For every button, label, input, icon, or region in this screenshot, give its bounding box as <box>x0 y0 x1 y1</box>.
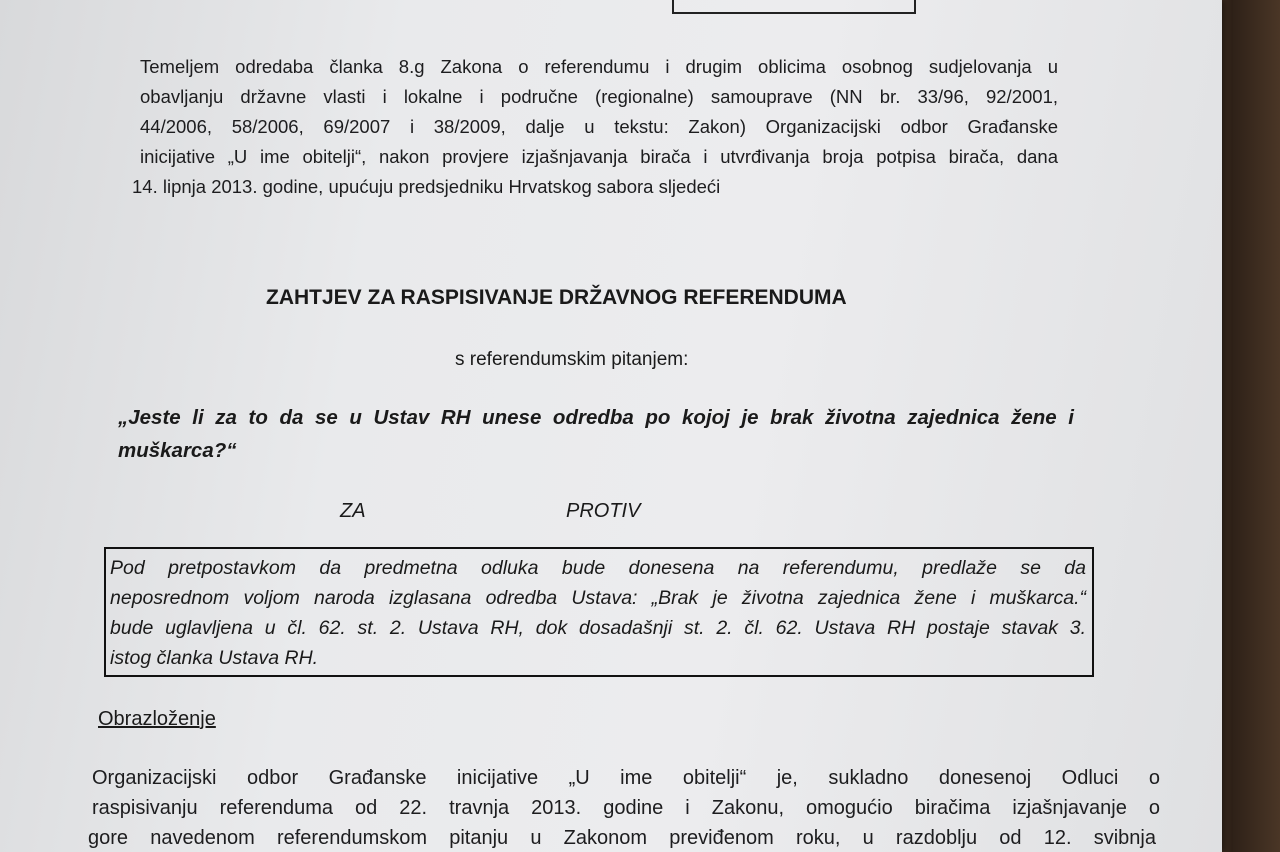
proposal-line: istog članka Ustava RH. <box>110 647 319 669</box>
document-heading: ZAHTJEV ZA RASPISIVANJE DRŽAVNOG REFERENDUMA <box>266 286 847 309</box>
intro-line: 14. lipnja 2013. godine, upućuju predsjedniku Hrvatskog sabora sljedeći <box>132 176 721 197</box>
referendum-question: „Jeste li za to da se u Ustav RH unese odredba po kojoj je brak životna zajednica žene i <box>118 406 1074 429</box>
explanation-line: gore navedenom referendumskom pitanju u Zakonom previđenom roku, u razdoblju od 12. svibnja <box>88 827 1156 849</box>
proposal-line: bude uglavljena u čl. 62. st. 2. Ustava RH, dok dosadašnji st. 2. čl. 62. Ustava RH postaje stavak 3. <box>110 617 1086 639</box>
intro-line: inicijative „U ime obitelji“, nakon provjere izjašnjavanja birača i utvrđivanja broja potpisa birača, dana <box>140 146 1058 167</box>
intro-line: Temeljem odredaba članka 8.g Zakona o referendumu i drugim oblicima osobnog sudjelovanja u <box>140 56 1058 77</box>
explanation-line: Organizacijski odbor Građanske inicijative „U ime obitelji“ je, sukladno donesenoj Odluci o <box>92 767 1160 789</box>
proposal-box <box>104 547 1094 677</box>
stamp-box <box>672 0 916 14</box>
section-title: Obrazloženje <box>98 708 216 730</box>
explanation-line: raspisivanju referenduma od 22. travnja 2013. godine i Zakonu, omogućio biračima izjašnjavanje o <box>92 797 1160 819</box>
option-against: PROTIV <box>566 500 641 522</box>
proposal-line: neposrednom voljom naroda izglasana odredba Ustava: „Brak je životna zajednica žene i muškarca.“ <box>110 587 1086 609</box>
document-subheading: s referendumskim pitanjem: <box>455 349 689 370</box>
intro-line: obavljanju državne vlasti i lokalne i područne (regionalne) samouprave (NN br. 33/96, 92/2001, <box>140 86 1058 107</box>
intro-line: 44/2006, 58/2006, 69/2007 i 38/2009, dalje u tekstu: Zakon) Organizacijski odbor Građanske <box>140 116 1058 137</box>
option-for: ZA <box>340 500 366 522</box>
proposal-line: Pod pretpostavkom da predmetna odluka bude donesena na referendumu, predlaže se da <box>110 557 1086 579</box>
referendum-question: muškarca?“ <box>118 439 237 462</box>
